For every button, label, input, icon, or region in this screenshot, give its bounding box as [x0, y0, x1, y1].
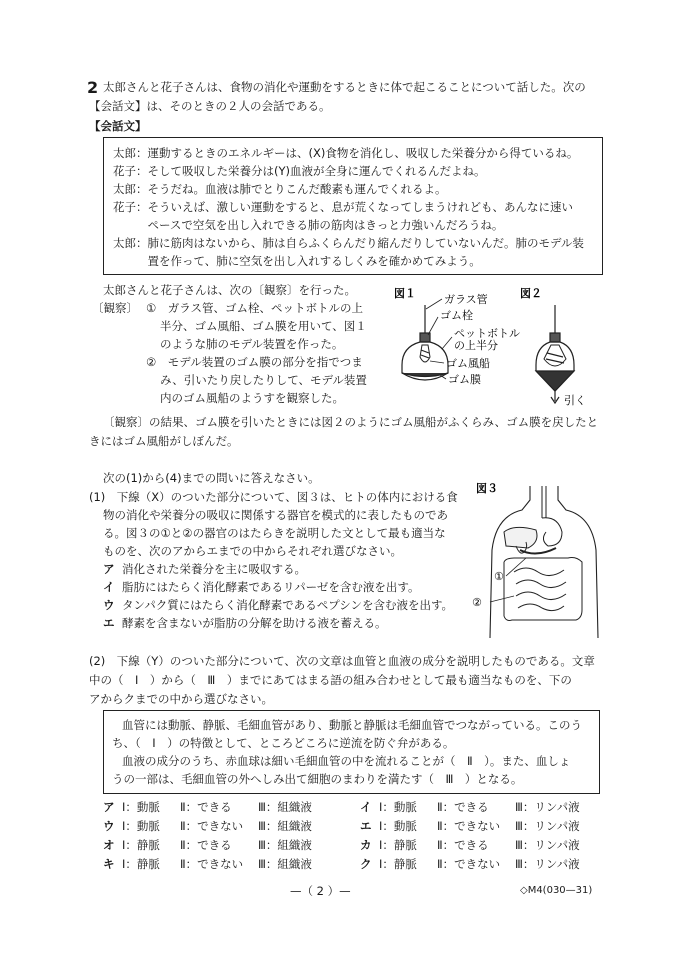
q2-choice-i: Ⅰ：動脈: [379, 800, 417, 814]
passage-line: 血管には動脈、静脈、毛細血管があり、動脈と静脈は毛細血管でつながっている。このう: [122, 718, 582, 732]
q1-choice-text: 消化された栄養分を主に吸収する。: [122, 562, 306, 576]
figure-1-title: 図１: [394, 287, 416, 300]
organ-marker-1: ①: [494, 570, 504, 583]
q2-choice-iii: Ⅲ：組織液: [258, 838, 312, 852]
question-intro-line-2: 【会話文】は、そのときの２人の会話である。: [89, 99, 331, 113]
figure-2-title: 図２: [520, 287, 542, 300]
label-pet-bottle-upper: の上半分: [454, 339, 498, 352]
q1-line: 物の消化や栄養分の吸収に関係する器官を模式的に表したものであ: [103, 508, 448, 522]
q2-choice-ii: Ⅱ：できない: [180, 819, 244, 833]
conversation-line: 置を作って、肺に空気を出し入れするしくみを確かめてみよう。: [113, 254, 481, 268]
q2-choice-key: キ: [103, 857, 115, 871]
observation-result-line: きにはゴム風船がしぼんだ。: [89, 434, 239, 448]
observation-item-2-line: 内のゴム風船のようすを観察した。: [160, 391, 344, 405]
page-number: —（ 2 ）—: [290, 884, 351, 898]
q2-choice-i: Ⅰ：静脈: [122, 857, 160, 871]
conversation-line: ペースで空気を出し入れできる肺の筋肉はきっと力強いんだろうね。: [113, 218, 504, 232]
q2-choice-iii: Ⅲ：リンパ液: [515, 800, 580, 814]
q2-choice-i: Ⅰ：動脈: [122, 800, 160, 814]
q2-choice-key: カ: [360, 838, 372, 852]
marker-1-leader: [506, 558, 526, 576]
q2-line: アからクまでの中から選びなさい。: [89, 692, 273, 706]
observation-item-1-line: のような肺のモデル装置を作った。: [160, 337, 344, 351]
q2-choice-i: Ⅰ：静脈: [379, 838, 417, 852]
label-rubber-balloon: ゴム風船: [446, 357, 490, 370]
q2-line: 中の（ Ⅰ ）から（ Ⅲ ）までにあてはまる語の組み合わせとして最も適当なものを、下の: [89, 673, 572, 687]
marker-2-leader: [490, 596, 514, 602]
conversation-line: 太郎：そうだね。血液は肺でとりこんだ酸素も運んでくれるよ。: [113, 182, 447, 196]
q2-choice-iii: Ⅲ：リンパ液: [515, 838, 580, 852]
q1-line: る。図３の①と②の器官のはたらきを説明した文として最も適当な: [103, 526, 446, 540]
label-rubber-membrane: ゴム膜: [448, 373, 481, 386]
q2-choice-ii: Ⅱ：できる: [437, 800, 489, 814]
q2-choice-key: ク: [360, 857, 372, 871]
q2-choice-key: イ: [360, 800, 372, 814]
q1-line: ものを、次のアからエまでの中からそれぞれ選びなさい。: [103, 544, 402, 558]
conversation-line: 花子：そして吸収した栄養分は(Y)血液が全身に運んでくれるんだよね。: [113, 164, 486, 178]
q2-choice-iii: Ⅲ：リンパ液: [515, 819, 580, 833]
q2-choice-iii: Ⅲ：リンパ液: [515, 857, 580, 871]
q2-choice-i: Ⅰ：静脈: [379, 857, 417, 871]
observation-result-line: 〔観察〕の結果、ゴム膜を引いたときには図２のようにゴム風船がふくらみ、ゴム膜を戻したと: [103, 415, 599, 429]
figure-2-apparatus: [536, 305, 574, 403]
q2-choice-ii: Ⅱ：できる: [437, 838, 489, 852]
q2-choice-ii: Ⅱ：できない: [437, 819, 501, 833]
q2-choice-ii: Ⅱ：できる: [180, 800, 232, 814]
q2-choice-iii: Ⅲ：組織液: [258, 800, 312, 814]
q1-choice-key: エ: [103, 616, 115, 630]
q1-choice-key: ウ: [103, 598, 115, 612]
label-pull: 引く: [564, 394, 586, 407]
q2-choice-key: エ: [360, 819, 372, 833]
q2-choice-i: Ⅰ：動脈: [379, 819, 417, 833]
label-glass-tube: ガラス管: [444, 293, 488, 306]
observation-item-2-line: ② モデル装置のゴム膜の部分を指でつま: [146, 355, 363, 369]
passage-line: 血液の成分のうち、赤血球は細い毛細血管の中を流れることが（ Ⅱ ）。また、血しょ: [122, 754, 571, 768]
organs: [504, 486, 582, 621]
q1-choice-text: タンパク質にはたらく消化酵素であるペプシンを含む液を出す。: [122, 598, 454, 612]
question-number: 2: [87, 78, 99, 97]
q2-choice-iii: Ⅲ：組織液: [258, 857, 312, 871]
q2-choice-key: ア: [103, 800, 115, 814]
instruction: 次の(1)から(4)までの問いに答えなさい。: [103, 471, 320, 485]
passage-line: うの一部は、毛細血管の外へしみ出て細胞のまわりを満たす（ Ⅲ ）となる。: [112, 772, 523, 786]
observation-item-2-line: み、引いたり戻したりして、モデル装置: [160, 373, 367, 387]
observation-item-1-line: ① ガラス管、ゴム栓、ペットボトルの上: [146, 301, 363, 315]
conversation-line: 太郎：肺に筋肉はないから、肺は自らふくらんだり縮んだりしていないんだ。肺のモデル装: [113, 236, 584, 250]
q2-line: (2) 下線（Y）のついた部分について、次の文章は血管と血液の成分を説明したものである。文章: [89, 654, 595, 668]
q2-choice-ii: Ⅱ：できない: [180, 857, 244, 871]
q2-choice-i: Ⅰ：動脈: [122, 819, 160, 833]
conversation-heading: 【会話文】: [89, 119, 147, 133]
q2-choice-i: Ⅰ：静脈: [122, 838, 160, 852]
conversation-line: 花子：そういえば、激しい運動をすると、息が荒くなってしまうけれども、あんなに速い: [113, 200, 573, 214]
digestive-organs-figure: [470, 480, 610, 640]
lung-model-figures: [380, 283, 610, 407]
q1-choice-key: ア: [103, 562, 115, 576]
passage-line: ち、（ Ⅰ ）の特徴として、ところどころに逆流を防ぐ弁がある。: [112, 736, 455, 750]
figure-3-title: 図３: [476, 482, 498, 495]
observation-intro: 太郎さんと花子さんは、次の〔観察〕を行った。: [103, 283, 356, 297]
q1-line: (1) 下線（X）のついた部分について、図３は、ヒトの体内における食: [89, 490, 458, 504]
conversation-line: 太郎：運動するときのエネルギーは、(X)食物を消化し、吸収した栄養分から得ているね。: [113, 146, 579, 160]
question-intro-line-1: 太郎さんと花子さんは、食物の消化や運動をするときに体で起こることについて話した。次の: [103, 80, 586, 94]
label-rubber-stopper: ゴム栓: [440, 309, 473, 322]
q2-choice-iii: Ⅲ：組織液: [258, 819, 312, 833]
q1-choice-key: イ: [103, 580, 115, 594]
label-pet-bottle: ペットボトル: [454, 327, 520, 340]
form-code: ◇M4(030—31): [520, 885, 593, 896]
organ-marker-2: ②: [472, 596, 482, 609]
q1-choice-text: 酵素を含まないが脂肪の分解を助ける液を蓄える。: [122, 616, 387, 630]
q2-choice-ii: Ⅱ：できない: [437, 857, 501, 871]
observation-label: 〔観察〕: [92, 301, 138, 315]
q1-choice-text: 脂肪にはたらく消化酵素であるリパーゼを含む液を出す。: [122, 580, 420, 594]
q2-choice-key: オ: [103, 838, 115, 852]
observation-item-1-line: 半分、ゴム風船、ゴム膜を用いて、図１: [160, 319, 367, 333]
q2-choice-ii: Ⅱ：できる: [180, 838, 232, 852]
q2-choice-key: ウ: [103, 819, 115, 833]
